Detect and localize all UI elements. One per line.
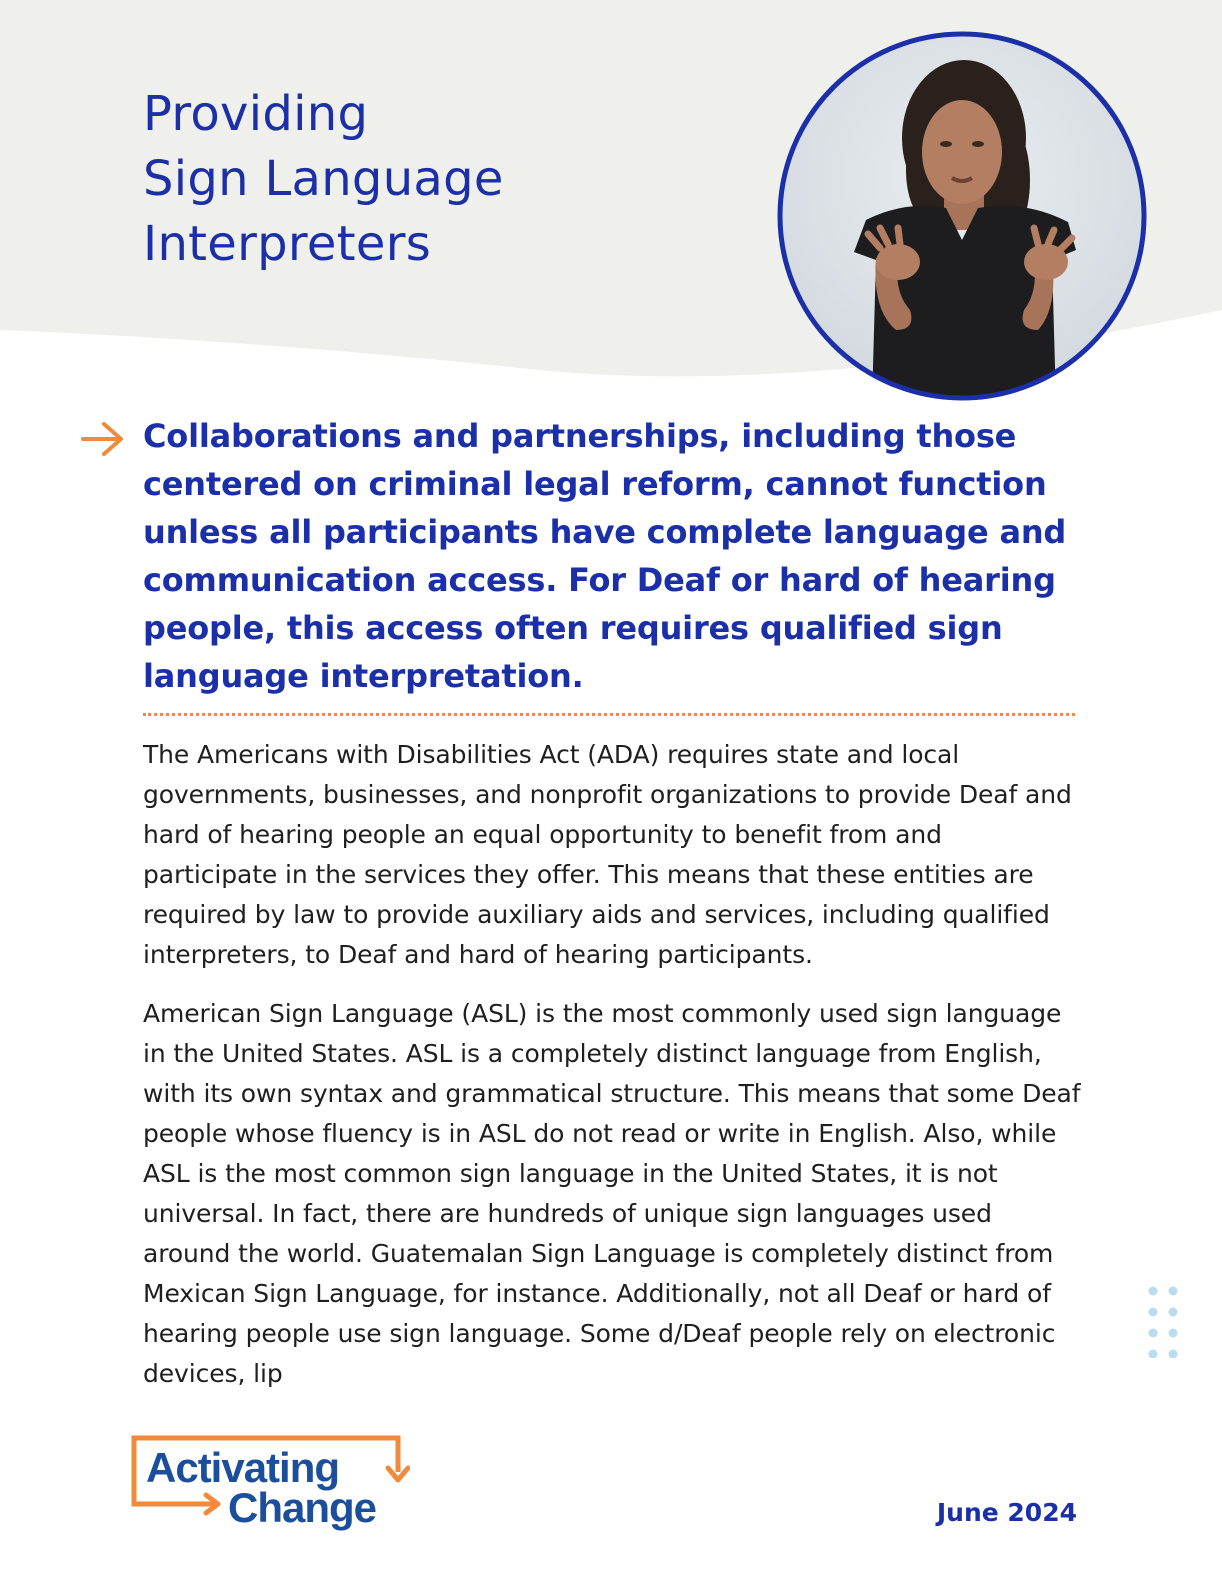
interpreter-photo — [776, 30, 1148, 402]
publication-date: June 2024 — [936, 1498, 1077, 1527]
lead-statement: Collaborations and partnerships, including those centered on criminal legal reform, cannot function unless all participants have complete language and communication access. For Deaf or hard of hearing people, this access often requires qualified sign language interpretation. — [143, 417, 1067, 695]
logo-line2: Change — [228, 1484, 377, 1531]
activating-change-logo — [130, 1432, 410, 1542]
arrow-right-icon — [80, 420, 126, 458]
body-paragraph: American Sign Language (ASL) is the most commonly used sign language in the United States. ASL is a completely distinct language from English, with its own syntax and grammatical structure. This means that some Deaf people whose fluency is in ASL do not read or write in English. Also, while ASL is the most common sign language in the United States, it is not universal. In fact, there are hundreds of unique sign languages used around the world. Guatemalan Sign Language is completely distinct from Mexican Sign Language, for instance. Additionally, not all Deaf or hard of hearing people use sign language. Some d/Deaf people rely on electronic devices, lip — [143, 999, 1081, 1388]
title-line: Sign Language — [143, 151, 504, 207]
title-line: Providing — [143, 86, 369, 142]
body-paragraph: The Americans with Disabilities Act (ADA) requires state and local governments, businesses, and nonprofit organizations to provide Deaf and hard of hearing people an equal opportunity to benefit from and participate in the services they offer. This means that these entities are required by law to provide auxiliary aids and services, including qualified interpreters, to Deaf and hard of hearing participants. — [143, 740, 1072, 969]
page-title — [143, 82, 504, 277]
decorative-dots-icon — [1148, 1286, 1178, 1358]
title-line: Interpreters — [143, 216, 432, 272]
logo-line1: Activating — [146, 1444, 340, 1491]
dotted-divider — [143, 713, 1075, 716]
